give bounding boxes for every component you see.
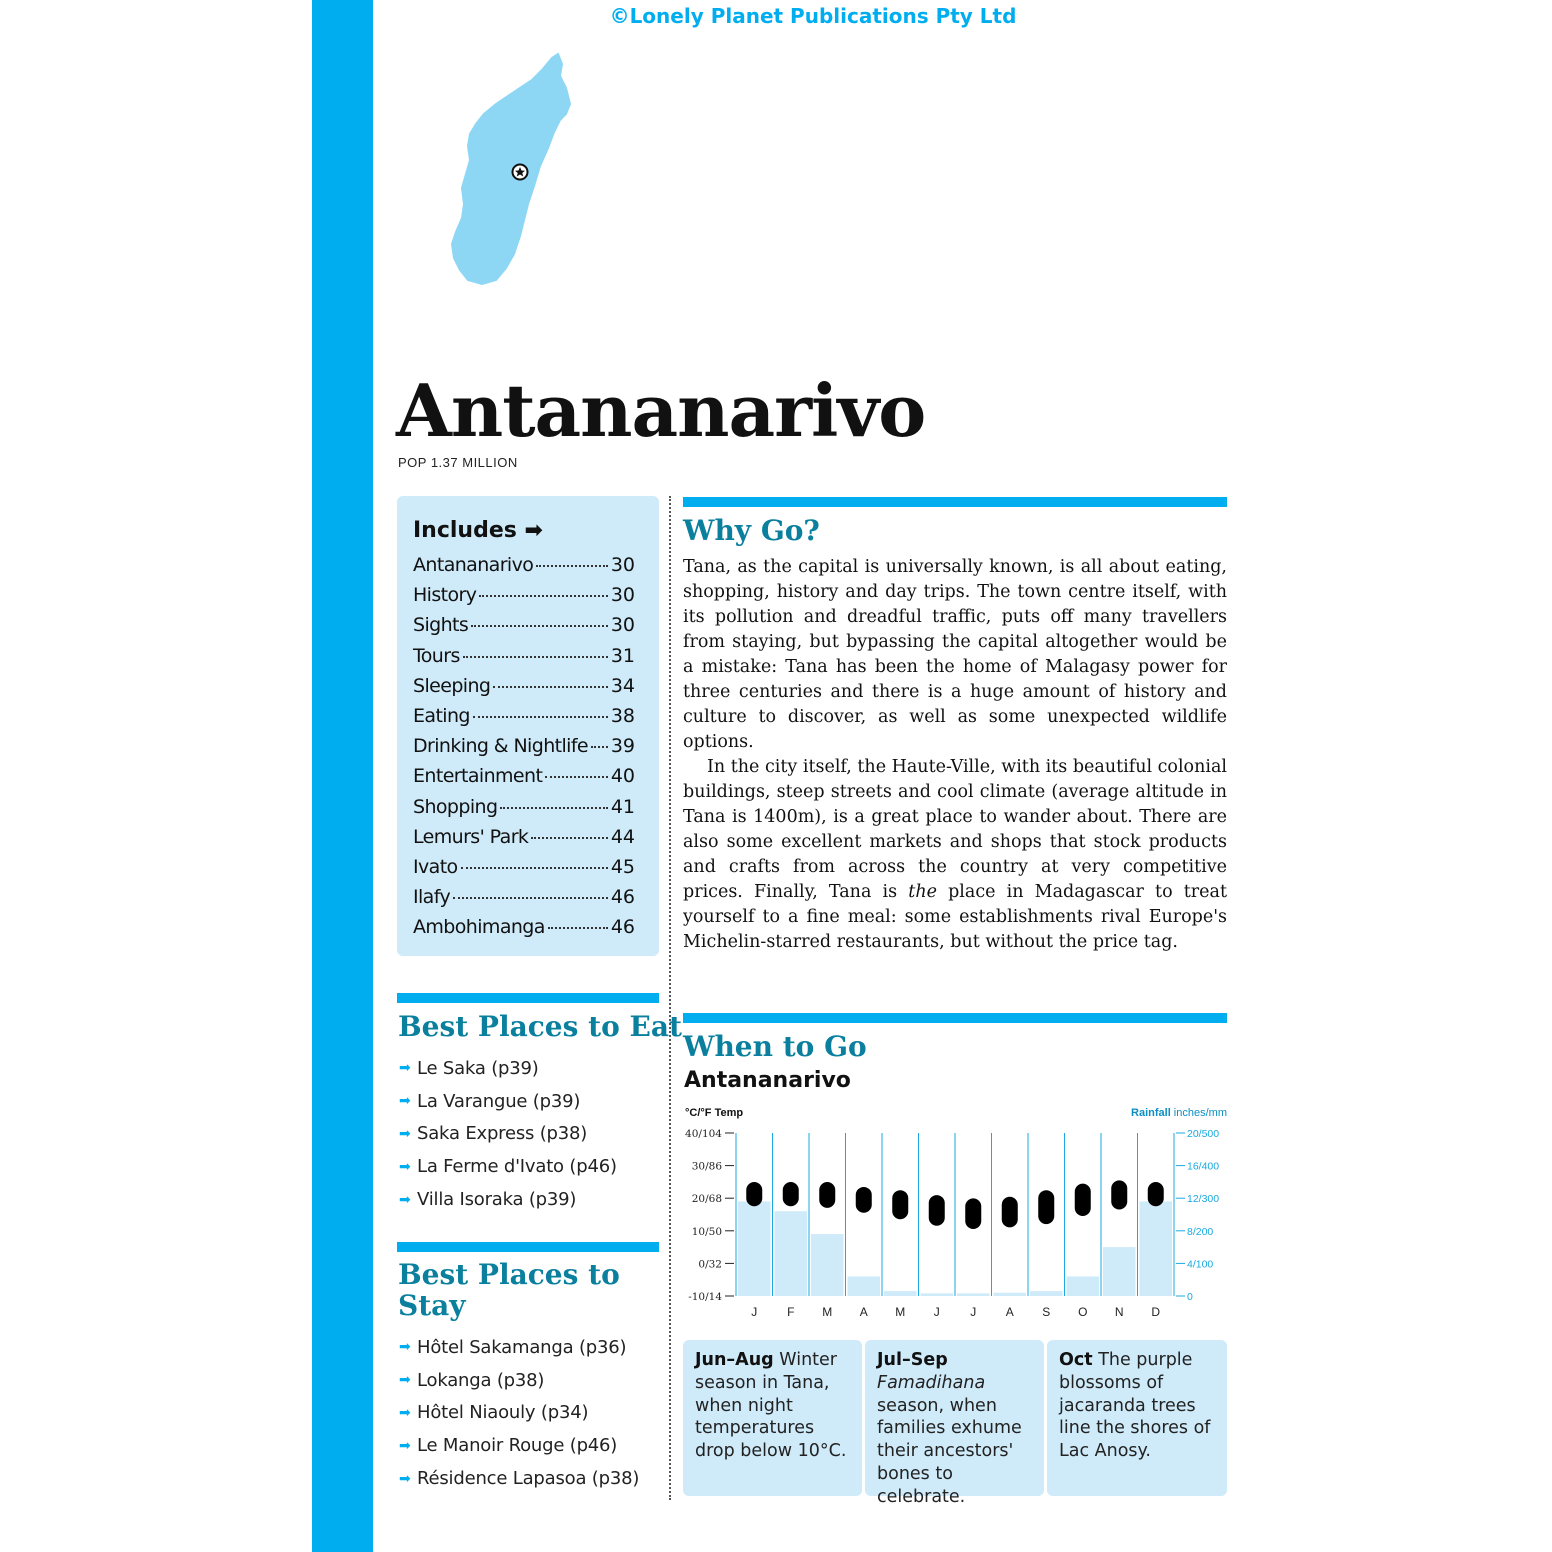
includes-item-label: Tours [413, 644, 460, 667]
section-bar [683, 497, 1227, 507]
list-item [399, 1462, 639, 1495]
why-go-heading: Why Go? [683, 514, 820, 547]
rain-tick-label: 0 [1187, 1291, 1193, 1303]
list-item [399, 1397, 639, 1430]
dot-leader [461, 867, 608, 869]
list-item [399, 1150, 617, 1183]
rain-tick-label: 16/400 [1187, 1160, 1220, 1173]
rainfall-bar [1067, 1276, 1100, 1296]
rain-tick-label: 4/100 [1187, 1258, 1214, 1271]
arrow-right-icon: ➡ [399, 1158, 411, 1175]
dot-leader [548, 927, 608, 929]
month-label: M [895, 1305, 906, 1319]
arrow-right-icon: ➡ [399, 1404, 411, 1421]
month-label: J [970, 1305, 977, 1319]
arrow-right-icon: ➡ [399, 1339, 411, 1356]
best-stay-list [399, 1331, 639, 1495]
includes-item-page: 31 [610, 644, 635, 667]
season-box-jun-aug: Jun–Aug Winter season in Tana, when night temperatures drop below 10°C. [683, 1340, 862, 1496]
column-divider [669, 496, 671, 1500]
includes-item-page: 34 [610, 674, 635, 697]
rain-tick-label: 20/500 [1187, 1128, 1220, 1140]
rainfall-bar [884, 1291, 917, 1296]
rain-tick-label: 12/300 [1187, 1193, 1220, 1206]
includes-item-page: 30 [610, 614, 635, 637]
includes-item [413, 886, 635, 916]
list-item [399, 1085, 617, 1118]
why-go-body [683, 555, 1227, 955]
includes-item-label: Lemurs' Park [413, 825, 529, 848]
dot-leader [473, 716, 608, 718]
list-item-label: La Ferme d'Ivato (p46) [417, 1156, 617, 1178]
includes-item [413, 856, 635, 886]
includes-item-label: Sleeping [413, 674, 491, 697]
section-bar [397, 993, 659, 1003]
temp-tick-label: 20/68 [691, 1193, 722, 1206]
includes-item [413, 645, 635, 675]
best-stay-heading-line1: Best Places to [398, 1258, 620, 1291]
best-stay-heading-line2: Stay [398, 1289, 466, 1322]
rainfall-bar [775, 1211, 808, 1296]
month-label: A [1005, 1305, 1014, 1319]
dot-leader [545, 776, 608, 778]
includes-item-label: Ilafy [413, 886, 451, 909]
dot-leader [479, 595, 607, 597]
includes-item-page: 30 [610, 584, 635, 607]
includes-item-label: Entertainment [413, 765, 543, 788]
includes-item-page: 41 [610, 795, 635, 818]
section-bar [397, 1242, 659, 1252]
arrow-right-icon: ➡ [399, 1372, 411, 1389]
includes-item-page: 40 [610, 765, 635, 788]
includes-item [413, 675, 635, 705]
climate-chart [680, 1102, 1230, 1324]
arrow-right-icon: ➡ [399, 1125, 411, 1142]
includes-item [413, 916, 635, 946]
dot-leader [463, 656, 608, 658]
includes-item-label: Ivato [413, 855, 458, 878]
rainfall-bar [1030, 1291, 1063, 1296]
month-label: F [787, 1305, 795, 1319]
dot-leader [500, 807, 607, 809]
temp-tick-label: 30/86 [691, 1160, 722, 1173]
month-label: O [1078, 1305, 1088, 1319]
list-item-label: Résidence Lapasoa (p38) [417, 1468, 640, 1490]
dot-leader [493, 686, 607, 688]
list-item-label: Saka Express (p38) [417, 1123, 588, 1145]
list-item-label: Villa Isoraka (p39) [417, 1189, 577, 1211]
temp-tick-label: 10/50 [691, 1225, 722, 1238]
rainfall-bar [811, 1234, 844, 1296]
rain-tick-label: 8/200 [1187, 1225, 1214, 1238]
madagascar-map-icon [440, 48, 580, 288]
list-item [399, 1052, 617, 1085]
why-go-paragraph-2: In the city itself, the Haute-Ville, with its beautiful colonial buildings, steep streets and cool climate (average altitude in Tana is 1400m), is a great place to wander about. There are also some excellent markets and shops that stock products and crafts from across the country at very competitive prices. Finally, Tana is the place in Madagascar to treat yourself to a fine meal: some establishments rival Europe's Michelin-starred restaurants, but without the price tag. [683, 757, 1227, 952]
season-box-oct: Oct The purple blossoms of jacaranda trees line the shores of Lac Anosy. [1047, 1340, 1227, 1496]
rainfall-bar [848, 1276, 881, 1296]
includes-item-label: Eating [413, 704, 470, 727]
includes-item-page: 39 [610, 735, 635, 758]
dot-leader [453, 897, 608, 899]
temp-tick-label: 40/104 [685, 1128, 722, 1140]
month-label: D [1151, 1305, 1161, 1319]
rainfall-bar [1103, 1247, 1136, 1296]
arrow-right-icon: ➡ [399, 1437, 411, 1454]
list-item-label: Le Saka (p39) [417, 1057, 539, 1079]
list-item [399, 1118, 617, 1151]
dot-leader [591, 746, 608, 748]
best-eat-list [399, 1052, 617, 1216]
copyright-notice: ©Lonely Planet Publications Pty Ltd [609, 4, 1017, 28]
arrow-right-icon: ➡ [399, 1470, 411, 1487]
temp-tick-label: 0/32 [698, 1258, 722, 1271]
list-item-label: Le Manoir Rouge (p46) [417, 1435, 618, 1457]
arrow-right-icon: ➡ [399, 1060, 411, 1077]
list-item [399, 1183, 617, 1216]
list-item [399, 1429, 639, 1462]
population-label: POP 1.37 MILLION [398, 455, 518, 470]
rainfall-bar [921, 1293, 954, 1296]
list-item [399, 1364, 639, 1397]
includes-item-page: 38 [610, 704, 635, 727]
includes-heading: Includes ➡ [413, 518, 543, 543]
month-label: A [859, 1305, 868, 1319]
includes-item-page: 46 [610, 886, 635, 909]
best-eat-heading: Best Places to Eat [398, 1010, 682, 1043]
includes-item-label: Antananarivo [413, 554, 534, 576]
why-go-paragraph-1: Tana, as the capital is universally known, is all about eating, shopping, history and day trips. The town centre itself, with its pollution and dreadful traffic, puts off many travellers from staying, but bypassing the capital altogether would be a mistake: Tana has been the home of Malagasy power for three centuries and there is a huge amount of history and culture to discover, as well as some unexpected wildlife options. [683, 557, 1227, 752]
includes-item [413, 614, 635, 644]
month-label: S [1042, 1305, 1051, 1319]
rainfall-bar [994, 1293, 1027, 1296]
list-item [399, 1331, 639, 1364]
includes-item-page: 45 [610, 855, 635, 878]
includes-item-label: Shopping [413, 795, 498, 818]
includes-box [397, 496, 659, 956]
includes-item [413, 796, 635, 826]
arrow-right-icon: ➡ [399, 1093, 411, 1110]
list-item-label: Hôtel Sakamanga (p36) [417, 1336, 627, 1358]
when-to-go-subheading: Antananarivo [684, 1068, 851, 1093]
temp-tick-label: -10/14 [688, 1291, 722, 1303]
includes-item [413, 705, 635, 735]
best-stay-heading [398, 1259, 620, 1321]
arrow-right-icon: ➡ [399, 1191, 411, 1208]
dot-leader [536, 565, 608, 567]
page-title: Antananarivo [396, 368, 926, 453]
includes-item-label: Ambohimanga [413, 916, 545, 939]
list-item-label: Lokanga (p38) [417, 1369, 545, 1391]
list-item-label: Hôtel Niaouly (p34) [417, 1402, 589, 1424]
includes-item-page: 44 [610, 825, 635, 848]
month-label: N [1114, 1305, 1124, 1319]
month-label: M [822, 1305, 833, 1319]
includes-item [413, 826, 635, 856]
list-item-label: La Varangue (p39) [417, 1090, 581, 1112]
rainfall-bar [738, 1201, 771, 1296]
season-box-jul-sep: Jul–Sep Famadihana season, when families exhume their ancestors' bones to celebrate. [865, 1340, 1044, 1496]
side-color-bar [312, 0, 373, 1552]
includes-item-page: 30 [610, 554, 635, 576]
includes-item [413, 765, 635, 795]
includes-item-label: History [413, 584, 477, 607]
month-label: J [933, 1305, 940, 1319]
includes-item-page: 46 [610, 916, 635, 939]
month-label: J [751, 1305, 758, 1319]
includes-list [413, 554, 635, 946]
includes-item [413, 554, 635, 584]
includes-item [413, 735, 635, 765]
rain-axis-label: Rainfall inches/mm [1131, 1107, 1227, 1119]
includes-item-label: Drinking & Nightlife [413, 735, 589, 758]
includes-item [413, 584, 635, 614]
includes-item-label: Sights [413, 614, 469, 637]
when-to-go-heading: When to Go [683, 1030, 867, 1063]
section-bar [683, 1013, 1227, 1023]
dot-leader [471, 625, 608, 627]
temp-axis-label: °C/°F Temp [685, 1107, 744, 1119]
rainfall-bar [1140, 1201, 1173, 1296]
rainfall-bar [957, 1293, 990, 1296]
dot-leader [531, 837, 607, 839]
